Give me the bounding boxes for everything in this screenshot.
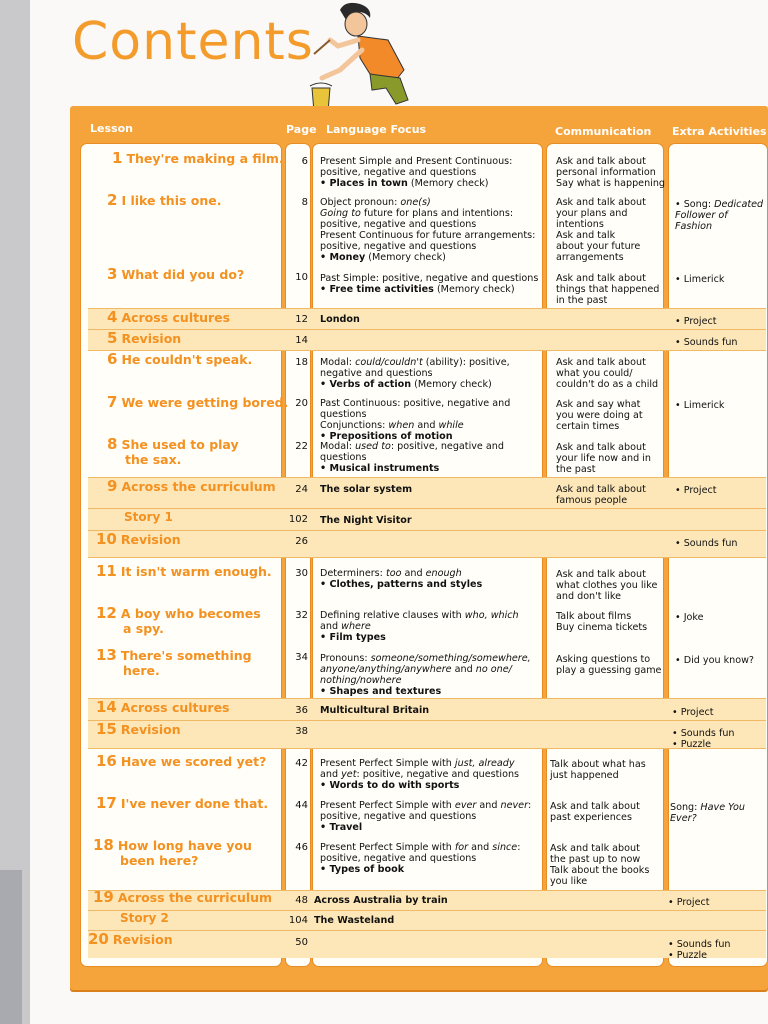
header-communication: Communication xyxy=(555,125,652,138)
row-divider xyxy=(88,530,766,531)
lesson-title: 5 Revision xyxy=(107,329,182,347)
communication-entry: Ask and talk about your plans and intentions Ask and talk about your future arrangements xyxy=(556,197,646,263)
extra-activity-entry: • Sounds fun • Puzzle xyxy=(668,939,731,961)
page-number: 38 xyxy=(295,726,308,737)
lesson-title: 9 Across the curriculum xyxy=(107,477,276,495)
row-divider xyxy=(88,477,766,478)
header-extra-activities: Extra Activities xyxy=(672,125,767,138)
row-divider xyxy=(88,720,766,721)
lesson-title: 15 Revision xyxy=(96,720,181,738)
page-number: 32 xyxy=(295,610,308,621)
lesson-title: 7 We were getting bored. xyxy=(107,393,289,411)
language-focus-entry: Present Perfect Simple with just, already and yet: positive, negative and questions • Words to do with sports xyxy=(320,758,520,791)
communication-entry: Talk about what has just happened xyxy=(550,759,646,781)
page-number: 18 xyxy=(295,357,308,368)
language-focus-entry: Defining relative clauses with who, which and where • Film types xyxy=(320,610,519,643)
language-focus-entry: The solar system xyxy=(320,484,413,495)
page-number: 48 xyxy=(295,895,308,906)
page-title: Contents xyxy=(72,12,314,72)
page-number: 102 xyxy=(288,514,308,525)
header-language-focus: Language Focus xyxy=(326,123,427,136)
lesson-title: 6 He couldn't speak. xyxy=(107,350,253,368)
lesson-title: 11 It isn't warm enough. xyxy=(96,562,272,580)
row-divider xyxy=(88,698,766,699)
communication-entry: Talk about films Buy cinema tickets xyxy=(556,611,648,633)
language-focus-entry: Pronouns: someone/something/somewhere, anyone/anything/anywhere and no one/ nothing/nowhere • Shapes and textures xyxy=(320,653,531,697)
lesson-title: 12 A boy who becomes a spy. xyxy=(96,604,261,636)
lesson-title: 20 Revision xyxy=(88,930,173,948)
language-focus-entry: Past Simple: positive, negative and questions • Free time activities (Memory check) xyxy=(320,273,539,295)
row-divider xyxy=(88,329,766,330)
page-number: 14 xyxy=(295,335,308,346)
page-number: 30 xyxy=(295,568,308,579)
communication-entry: Ask and say what you were doing at certain times xyxy=(556,399,643,432)
painting-boy-illustration xyxy=(300,0,430,112)
page-number: 50 xyxy=(295,937,308,948)
language-focus-entry: Modal: could/couldn't (ability): positive, negative and questions • Verbs of action (Memory check) xyxy=(320,357,510,390)
page-number: 8 xyxy=(301,197,308,208)
lesson-title: 8 She used to play the sax. xyxy=(107,435,239,467)
row-divider xyxy=(88,557,766,558)
page-number: 26 xyxy=(295,536,308,547)
page-number: 6 xyxy=(301,156,308,167)
header-lesson: Lesson xyxy=(90,122,133,135)
language-focus-entry: The Night Visitor xyxy=(320,515,412,526)
extra-activity-entry: • Project xyxy=(675,485,717,496)
language-focus-entry: Across Australia by train xyxy=(314,895,448,906)
communication-entry: Ask and talk about past experiences xyxy=(550,801,640,823)
extra-activity-entry: • Song: Dedicated Follower of Fashion xyxy=(675,199,764,232)
extra-activity-entry: • Limerick xyxy=(675,274,725,285)
communication-entry: Ask and talk about personal information Say what is happening xyxy=(556,156,665,189)
lesson-title: 19 Across the curriculum xyxy=(93,888,273,906)
extra-activity-entry: • Project xyxy=(668,897,710,908)
page-number: 42 xyxy=(295,758,308,769)
row-divider xyxy=(88,308,766,309)
communication-entry: Asking questions to play a guessing game xyxy=(556,654,662,676)
lesson-title: 2 I like this one. xyxy=(107,191,222,209)
page-number: 24 xyxy=(295,484,308,495)
row-divider xyxy=(88,930,766,931)
lesson-title: 14 Across cultures xyxy=(96,698,230,716)
page-number: 36 xyxy=(295,705,308,716)
row-divider xyxy=(88,748,766,749)
extra-activity-entry: Song: Have You Ever? xyxy=(670,802,745,824)
language-focus-entry: Past Continuous: positive, negative and questions Conjunctions: when and while • Prepositions of motion xyxy=(320,398,511,442)
language-focus-entry: Present Perfect Simple with ever and never: positive, negative and questions • Travel xyxy=(320,800,532,833)
language-focus-entry: London xyxy=(320,314,360,325)
page-number: 22 xyxy=(295,441,308,452)
lesson-title: 4 Across cultures xyxy=(107,308,231,326)
page-number: 10 xyxy=(295,272,308,283)
lesson-title: 10 Revision xyxy=(96,530,181,548)
language-focus-entry: Object pronoun: one(s) Going to future for plans and intentions: positive, negative and questions Present Continuous for future arrangements: positive, negative and questions • Money (Memory check) xyxy=(320,197,536,263)
row-divider xyxy=(88,350,766,351)
extra-activity-entry: • Limerick xyxy=(675,400,725,411)
binding-strip-dark xyxy=(0,870,22,1024)
extra-activity-entry: • Joke xyxy=(675,612,704,623)
row-divider xyxy=(88,508,766,509)
communication-entry: Ask and talk about the past up to now Talk about the books you like xyxy=(550,843,650,887)
page-number: 44 xyxy=(295,800,308,811)
page-number: 46 xyxy=(295,842,308,853)
lesson-title: 3 What did you do? xyxy=(107,265,245,283)
page-number: 20 xyxy=(295,398,308,409)
language-focus-entry: Present Perfect Simple with for and since: positive, negative and questions • Types of book xyxy=(320,842,521,875)
extra-activity-entry: • Project xyxy=(675,316,717,327)
lesson-title: 18 How long have you been here? xyxy=(93,836,252,868)
language-focus-entry: Present Simple and Present Continuous: positive, negative and questions • Places in town (Memory check) xyxy=(320,156,513,189)
extra-activity-entry: • Sounds fun xyxy=(675,538,738,549)
communication-entry: Ask and talk about things that happened in the past xyxy=(556,273,660,306)
story-title: Story 2 xyxy=(120,911,169,925)
page-number: 12 xyxy=(295,314,308,325)
page-number: 104 xyxy=(288,915,308,926)
communication-entry: Ask and talk about your life now and in the past xyxy=(556,442,651,475)
extra-activity-entry: • Sounds fun • Puzzle xyxy=(672,728,735,750)
language-focus-entry: Modal: used to: positive, negative and questions • Musical instruments xyxy=(320,441,504,474)
header-page: Page xyxy=(286,123,317,136)
communication-entry: Ask and talk about what you could/ couldn't do as a child xyxy=(556,357,659,390)
extra-activity-entry: • Project xyxy=(672,707,714,718)
lesson-title: 17 I've never done that. xyxy=(96,794,269,812)
language-focus-entry: The Wasteland xyxy=(314,915,395,926)
communication-entry: Ask and talk about famous people xyxy=(556,484,646,506)
lesson-title: 13 There's something here. xyxy=(96,646,252,678)
page-number: 34 xyxy=(295,652,308,663)
communication-entry: Ask and talk about what clothes you like and don't like xyxy=(556,569,658,602)
language-focus-entry: Determiners: too and enough • Clothes, patterns and styles xyxy=(320,568,483,590)
extra-activity-entry: • Did you know? xyxy=(675,655,755,666)
language-focus-entry: Multicultural Britain xyxy=(320,705,430,716)
lesson-title: 1 They're making a film. xyxy=(112,149,284,167)
story-title: Story 1 xyxy=(124,510,173,524)
lesson-title: 16 Have we scored yet? xyxy=(96,752,267,770)
extra-activity-entry: • Sounds fun xyxy=(675,337,738,348)
